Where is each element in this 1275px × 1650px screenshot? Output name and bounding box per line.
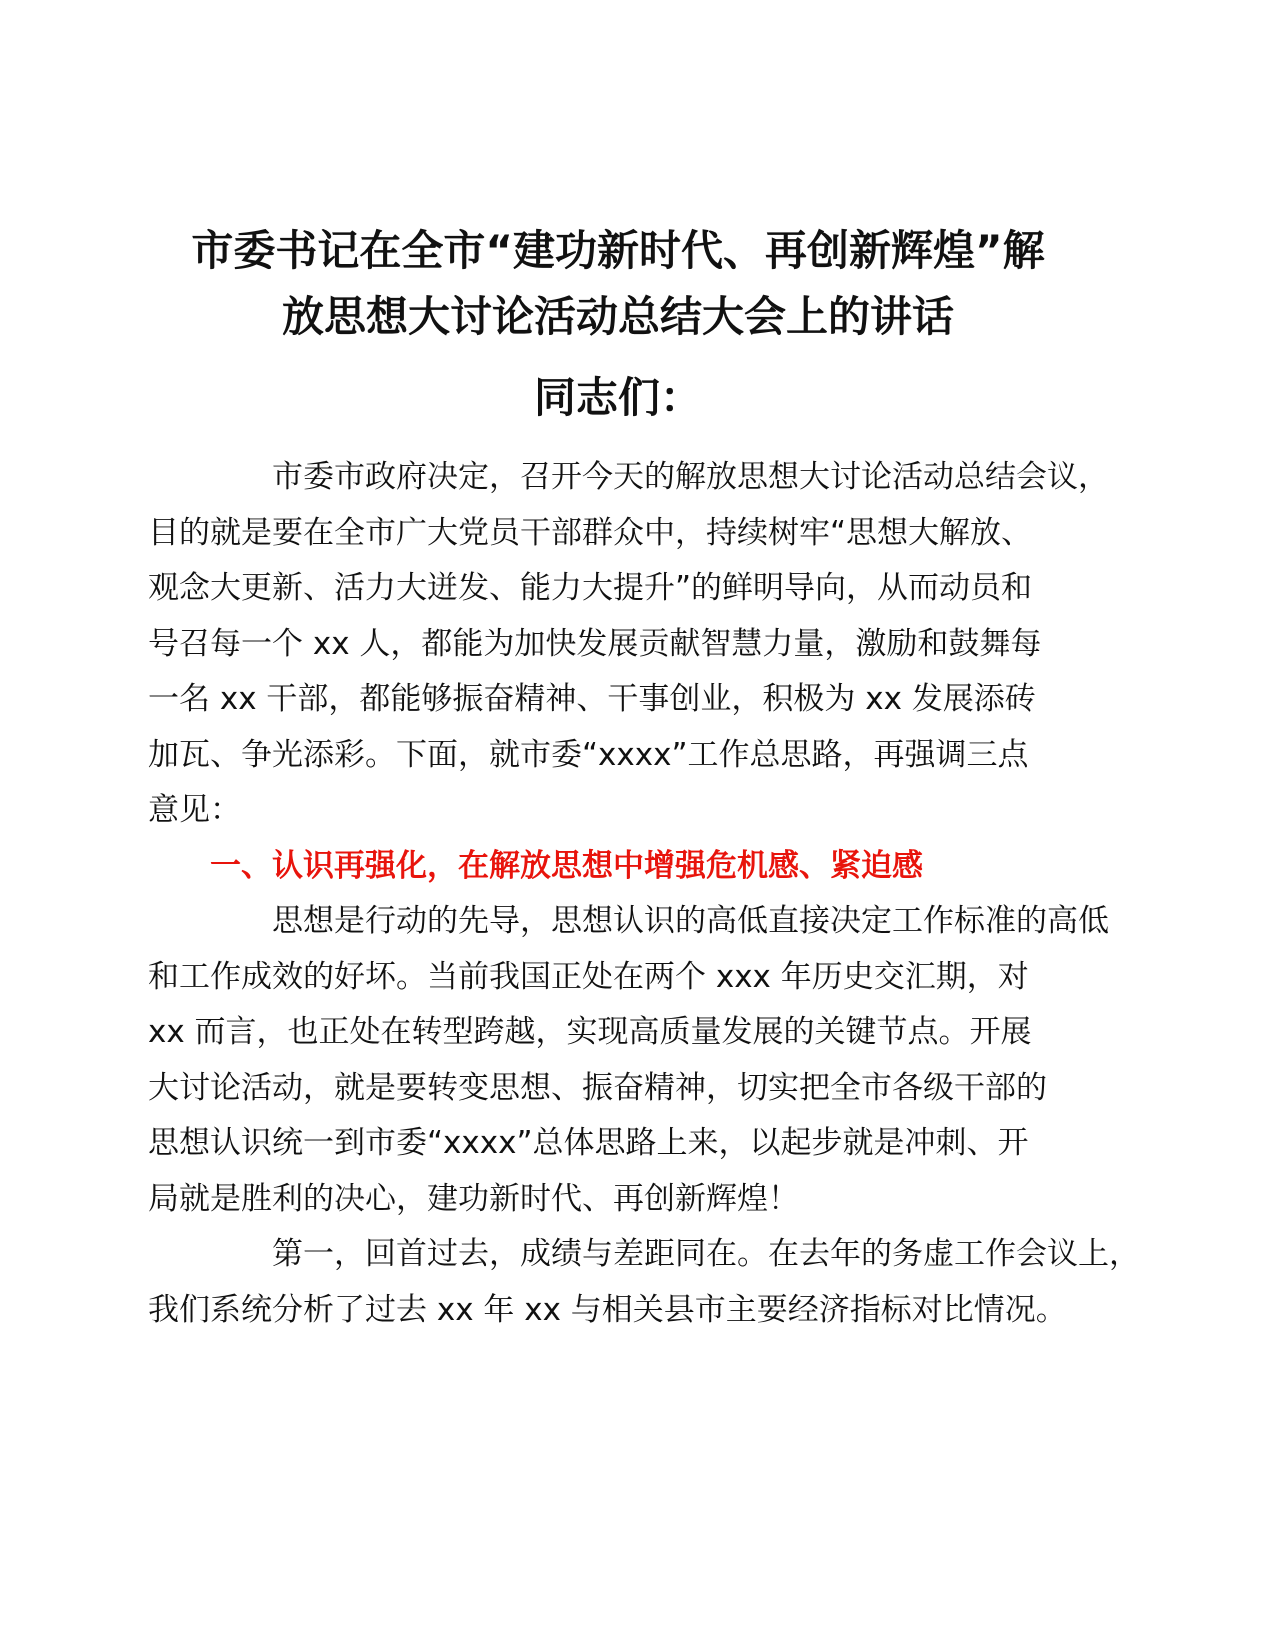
document-title	[148, 218, 1088, 350]
paragraph-section-1	[148, 894, 1109, 1227]
salutation: 同志们：	[533, 373, 702, 422]
paragraph-line: 加瓦、争光添彩。下面，就市委“xxxx”工作总思路，再强调三点	[148, 736, 1029, 773]
paragraph-line: 号召每一个 xx 人，都能为加快发展贡献智慧力量，激励和鼓舞每	[148, 625, 1042, 662]
paragraph-line: 思想是行动的先导，思想认识的高低直接决定工作标准的高低	[272, 903, 1109, 939]
title-line: 放思想大讨论活动总结大会上的讲话	[281, 292, 954, 341]
paragraph-first-point	[148, 1227, 1140, 1338]
paragraph-line: 观念大更新、活力大迸发、能力大提升”的鲜明导向，从而动员和	[148, 570, 1033, 606]
title-line: 市委书记在全市“建功新时代、再创新辉煌”解	[191, 226, 1045, 275]
paragraph-line: 我们系统分析了过去 xx 年 xx 与相关县市主要经济指标对比情况。	[148, 1291, 1067, 1328]
paragraph-line: 第一，回首过去，成绩与差距同在。在去年的务虚工作会议上，	[272, 1236, 1140, 1272]
paragraph-line: 一名 xx 干部，都能够振奋精神、干事创业，积极为 xx 发展添砖	[148, 681, 1036, 717]
section-heading-1: 一、认识再强化，在解放思想中增强危机感、紧迫感	[210, 847, 923, 884]
document-page	[148, 218, 1140, 1338]
paragraph-line: 局就是胜利的决心，建功新时代、再创新辉煌！	[148, 1180, 799, 1217]
paragraph-line: 意见：	[148, 792, 241, 828]
paragraph-line: 思想认识统一到市委“xxxx”总体思路上来，以起步就是冲刺、开	[148, 1125, 1029, 1161]
paragraph-intro	[148, 450, 1109, 839]
paragraph-line: 市委市政府决定，召开今天的解放思想大讨论活动总结会议，	[272, 459, 1109, 495]
paragraph-line: 大讨论活动，就是要转变思想、振奋精神，切实把全市各级干部的	[148, 1069, 1047, 1106]
paragraph-line: 和工作成效的好坏。当前我国正处在两个 xxx 年历史交汇期，对	[148, 958, 1029, 995]
paragraph-line: 目的就是要在全市广大党员干部群众中，持续树牢“思想大解放、	[148, 514, 1033, 551]
paragraph-line: xx 而言，也正处在转型跨越，实现高质量发展的关键节点。开展	[148, 1014, 1032, 1050]
